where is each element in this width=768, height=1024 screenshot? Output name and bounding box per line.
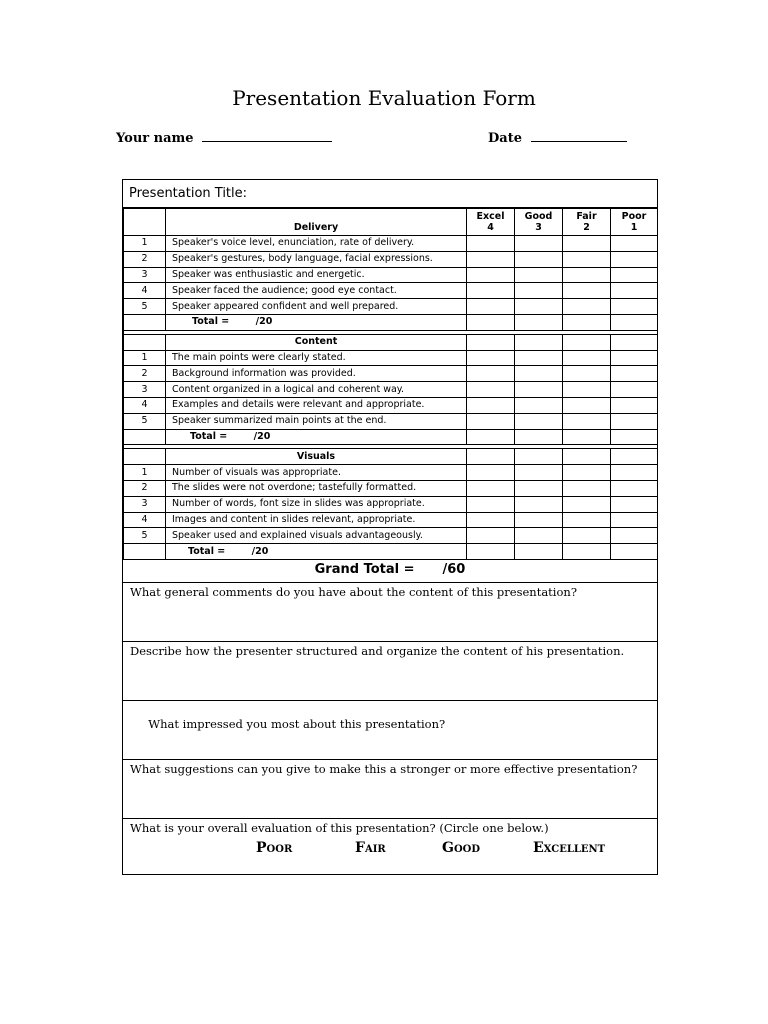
score-cell-good[interactable]	[515, 267, 563, 283]
header-num-cell	[124, 334, 166, 350]
criterion-text: Background information was provided.	[166, 366, 467, 382]
criterion-number: 3	[124, 382, 166, 398]
section-total[interactable]: Total = /20	[166, 544, 467, 560]
score-cell-excel[interactable]	[467, 299, 515, 315]
form-title: Presentation Evaluation Form	[232, 86, 536, 110]
header-blank-cell	[563, 449, 611, 465]
question-label: Describe how the presenter structured and organize the content of his presentation.	[130, 644, 625, 658]
score-cell-excel[interactable]	[467, 236, 515, 252]
question-box-impressed[interactable]	[123, 700, 657, 759]
presentation-title-field[interactable]	[123, 180, 657, 208]
criterion-row	[124, 366, 658, 382]
criterion-text: Speaker's voice level, enunciation, rate of delivery.	[166, 236, 467, 252]
criterion-row	[124, 350, 658, 366]
criterion-number: 5	[124, 299, 166, 315]
score-cell-fair[interactable]	[563, 397, 611, 413]
criterion-text: Content organized in a logical and coherent way.	[166, 382, 467, 398]
score-cell-good[interactable]	[515, 382, 563, 398]
criterion-row	[124, 480, 658, 496]
score-cell-good[interactable]	[515, 413, 563, 429]
total-score-cell	[563, 314, 611, 330]
criterion-number: 1	[124, 236, 166, 252]
criterion-number: 2	[124, 366, 166, 382]
question-label: What suggestions can you give to make this a stronger or more effective presentation?	[130, 762, 638, 776]
criterion-row	[124, 512, 658, 528]
grand-total	[123, 557, 657, 582]
score-cell-good[interactable]	[515, 299, 563, 315]
criterion-row	[124, 465, 658, 481]
criterion-row	[124, 299, 658, 315]
grand-total-max: /60	[442, 562, 466, 577]
criterion-row	[124, 413, 658, 429]
rating-points: 2	[583, 222, 590, 233]
header-blank-cell	[467, 449, 515, 465]
criterion-text: Number of words, font size in slides was appropriate.	[166, 496, 467, 512]
date-label: Date	[488, 131, 522, 146]
score-cell-poor[interactable]	[611, 299, 658, 315]
score-cell-excel[interactable]	[467, 382, 515, 398]
criterion-row	[124, 236, 658, 252]
score-cell-good[interactable]	[515, 528, 563, 544]
section-heading: Delivery	[166, 209, 467, 236]
criterion-text: Examples and details were relevant and appropriate.	[166, 397, 467, 413]
score-cell-poor[interactable]	[611, 480, 658, 496]
criterion-row	[124, 397, 658, 413]
score-cell-good[interactable]	[515, 496, 563, 512]
score-cell-fair[interactable]	[563, 496, 611, 512]
score-cell-poor[interactable]	[611, 528, 658, 544]
rating-column-header	[515, 209, 563, 236]
score-cell-excel[interactable]	[467, 480, 515, 496]
header-blank-cell	[515, 449, 563, 465]
criterion-text: Images and content in slides relevant, appropriate.	[166, 512, 467, 528]
score-cell-fair[interactable]	[563, 299, 611, 315]
score-cell-excel[interactable]	[467, 496, 515, 512]
score-cell-good[interactable]	[515, 236, 563, 252]
criterion-row	[124, 382, 658, 398]
rating-label: Good	[524, 211, 553, 222]
score-cell-excel[interactable]	[467, 350, 515, 366]
rating-label: Fair	[576, 211, 597, 222]
criterion-text: Speaker appeared confident and well prepared.	[166, 299, 467, 315]
criterion-number: 3	[124, 267, 166, 283]
criterion-number: 1	[124, 350, 166, 366]
criterion-number: 2	[124, 251, 166, 267]
section-total[interactable]: Total = /20	[166, 429, 467, 445]
score-cell-poor[interactable]	[611, 366, 658, 382]
score-cell-good[interactable]	[515, 465, 563, 481]
score-cell-fair[interactable]	[563, 382, 611, 398]
total-score-cell	[515, 314, 563, 330]
score-cell-fair[interactable]	[563, 528, 611, 544]
criterion-row	[124, 267, 658, 283]
section-header-row	[124, 449, 658, 465]
score-cell-fair[interactable]	[563, 512, 611, 528]
header-blank-cell	[563, 334, 611, 350]
section-heading: Content	[166, 334, 467, 350]
score-cell-good[interactable]	[515, 251, 563, 267]
score-cell-excel[interactable]	[467, 251, 515, 267]
score-cell-fair[interactable]	[563, 366, 611, 382]
score-cell-poor[interactable]	[611, 350, 658, 366]
section-heading: Visuals	[166, 449, 467, 465]
rating-label: Excel	[476, 211, 505, 222]
criterion-number: 5	[124, 413, 166, 429]
criterion-number: 4	[124, 397, 166, 413]
score-cell-poor[interactable]	[611, 267, 658, 283]
choice-good[interactable]: Good	[442, 840, 481, 856]
criterion-text: Number of visuals was appropriate.	[166, 465, 467, 481]
choice-fair[interactable]: Fair	[355, 840, 386, 856]
evaluation-form	[122, 179, 658, 875]
section-header-row	[124, 334, 658, 350]
name-field[interactable]	[116, 129, 332, 146]
section-total-row	[124, 429, 658, 445]
rating-points: 1	[630, 222, 638, 233]
criterion-number: 2	[124, 480, 166, 496]
section-total[interactable]: Total = /20	[166, 314, 467, 330]
criterion-text: Speaker used and explained visuals advantageously.	[166, 528, 467, 544]
score-cell-fair[interactable]	[563, 413, 611, 429]
score-cell-good[interactable]	[515, 397, 563, 413]
total-score-cell	[515, 429, 563, 445]
rating-column-header	[467, 209, 515, 236]
question-label: What impressed you most about this presentation?	[144, 717, 446, 731]
total-num-cell	[124, 314, 166, 330]
total-num-cell	[124, 429, 166, 445]
score-cell-good[interactable]	[515, 283, 563, 299]
section-header-row	[124, 209, 658, 236]
header-num-cell	[124, 209, 166, 236]
criterion-row	[124, 251, 658, 267]
question-label: What is your overall evaluation of this presentation? (Circle one below.)	[130, 821, 549, 835]
score-cell-good[interactable]	[515, 480, 563, 496]
score-cell-excel[interactable]	[467, 413, 515, 429]
score-cell-fair[interactable]	[563, 480, 611, 496]
score-cell-fair[interactable]	[563, 251, 611, 267]
header-blank-cell	[611, 449, 658, 465]
criterion-number: 5	[124, 528, 166, 544]
criterion-number: 3	[124, 496, 166, 512]
grand-total-label: Grand Total =	[314, 562, 415, 577]
score-cell-excel[interactable]	[467, 366, 515, 382]
criterion-text: Speaker summarized main points at the end.	[166, 413, 467, 429]
header-num-cell	[124, 449, 166, 465]
score-cell-excel[interactable]	[467, 397, 515, 413]
criterion-text: The slides were not overdone; tastefully formatted.	[166, 480, 467, 496]
name-underline[interactable]	[202, 129, 332, 142]
total-score-cell	[611, 429, 658, 445]
question-box-suggestions[interactable]	[123, 759, 657, 818]
score-cell-fair[interactable]	[563, 350, 611, 366]
criterion-text: Speaker's gestures, body language, facial expressions.	[166, 251, 467, 267]
score-cell-poor[interactable]	[611, 512, 658, 528]
score-cell-excel[interactable]	[467, 512, 515, 528]
score-cell-fair[interactable]	[563, 465, 611, 481]
question-label: What general comments do you have about the content of this presentation?	[130, 585, 577, 599]
score-cell-poor[interactable]	[611, 236, 658, 252]
question-box-structure[interactable]	[123, 641, 657, 700]
score-cell-poor[interactable]	[611, 496, 658, 512]
criterion-text: Speaker faced the audience; good eye contact.	[166, 283, 467, 299]
header-blank-cell	[515, 334, 563, 350]
score-cell-poor[interactable]	[611, 382, 658, 398]
total-score-cell	[611, 314, 658, 330]
total-score-cell	[467, 429, 515, 445]
criterion-number: 1	[124, 465, 166, 481]
score-cell-good[interactable]	[515, 350, 563, 366]
criterion-row	[124, 496, 658, 512]
choice-excellent[interactable]: Excellent	[533, 840, 606, 856]
rating-points: 3	[535, 222, 542, 233]
criterion-number: 4	[124, 512, 166, 528]
criterion-number: 4	[124, 283, 166, 299]
question-box-general-comments[interactable]	[123, 582, 657, 641]
score-cell-excel[interactable]	[467, 283, 515, 299]
rating-points: 4	[487, 222, 494, 233]
total-score-cell	[467, 314, 515, 330]
score-cell-poor[interactable]	[611, 251, 658, 267]
criterion-row	[124, 528, 658, 544]
score-cell-fair[interactable]	[563, 283, 611, 299]
rating-column-header	[563, 209, 611, 236]
choice-poor[interactable]: Poor	[256, 840, 293, 856]
score-cell-good[interactable]	[515, 366, 563, 382]
criterion-row	[124, 283, 658, 299]
rating-label: Poor	[621, 211, 647, 222]
score-cell-excel[interactable]	[467, 465, 515, 481]
rating-column-header	[611, 209, 658, 236]
presentation-title-label: Presentation Title:	[129, 186, 248, 201]
section-total-row	[124, 314, 658, 330]
total-score-cell	[563, 429, 611, 445]
header-blank-cell	[611, 334, 658, 350]
criterion-text: Speaker was enthusiastic and energetic.	[166, 267, 467, 283]
score-cell-poor[interactable]	[611, 413, 658, 429]
score-cell-poor[interactable]	[611, 397, 658, 413]
score-cell-excel[interactable]	[467, 267, 515, 283]
name-label: Your name	[116, 131, 194, 146]
score-cell-excel[interactable]	[467, 528, 515, 544]
score-cell-fair[interactable]	[563, 236, 611, 252]
header-blank-cell	[467, 334, 515, 350]
score-cell-fair[interactable]	[563, 267, 611, 283]
date-underline[interactable]	[531, 129, 627, 142]
score-cell-good[interactable]	[515, 512, 563, 528]
score-cell-poor[interactable]	[611, 465, 658, 481]
rubric-table	[123, 208, 658, 560]
criterion-text: The main points were clearly stated.	[166, 350, 467, 366]
date-field[interactable]	[488, 129, 627, 146]
score-cell-poor[interactable]	[611, 283, 658, 299]
